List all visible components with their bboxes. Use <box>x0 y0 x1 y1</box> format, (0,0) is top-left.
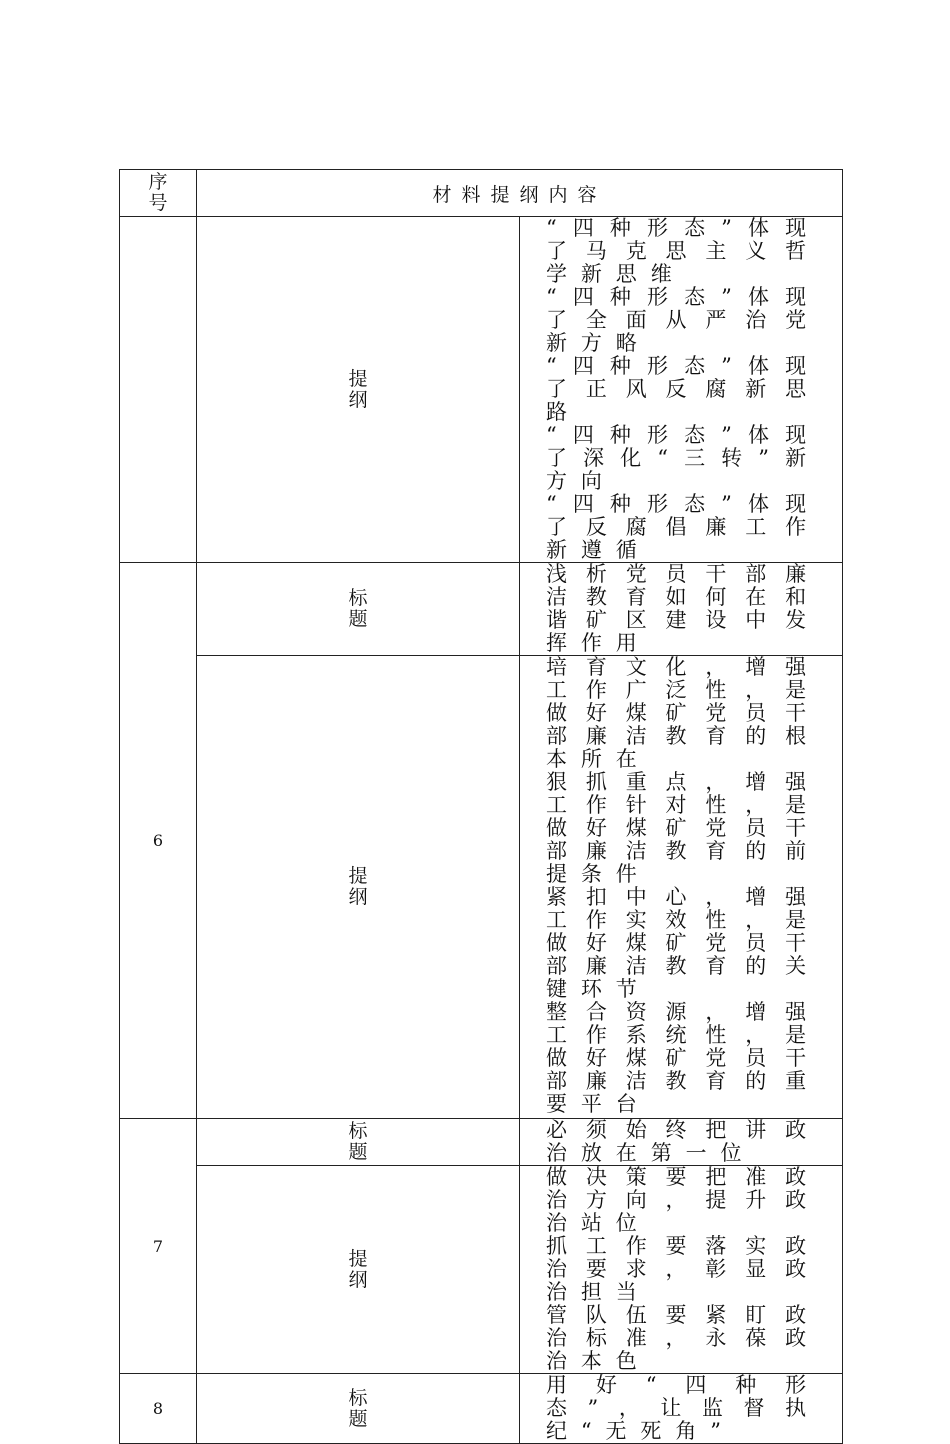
outline-item: 培育文化，增强工作广泛性，是做好煤矿党员干部廉洁教育的根本所在 <box>546 655 820 771</box>
table-row <box>120 1374 843 1444</box>
row-label-title: 标题 <box>197 563 520 656</box>
table-row <box>120 217 843 563</box>
outline-item: “四种形态”体现了马克思主义哲学新思维 <box>546 216 820 286</box>
row-number <box>120 217 197 563</box>
title-cell <box>520 563 843 656</box>
outline-item: 紧扣中心，增强工作实效性，是做好煤矿党员干部廉洁教育的关键环节 <box>546 885 820 1001</box>
outline-cell <box>520 1166 843 1374</box>
table-row <box>120 1166 843 1374</box>
outline-item: 管队伍要紧盯政治标准，永葆政治本色 <box>546 1303 820 1373</box>
outline-table <box>119 169 843 1444</box>
row-number: 8 <box>120 1374 197 1444</box>
header-row <box>120 170 843 217</box>
outline-item: 狠抓重点，增强工作针对性，是做好煤矿党员干部廉洁教育的前提条件 <box>546 770 820 886</box>
row-label-outline: 提纲 <box>197 217 520 563</box>
row-label-title: 标题 <box>197 1374 520 1444</box>
table-row <box>120 1119 843 1166</box>
row-label-outline: 提纲 <box>197 1166 520 1374</box>
row-label-title: 标题 <box>197 1119 520 1166</box>
outline-item: “四种形态”体现了正风反腐新思路 <box>546 354 820 424</box>
outline-cell <box>520 656 843 1119</box>
header-no: 序号 <box>120 170 197 217</box>
table-row <box>120 563 843 656</box>
row-number: 7 <box>120 1119 197 1374</box>
row-label-outline: 提纲 <box>197 656 520 1119</box>
outline-cell <box>520 217 843 563</box>
outline-item: 做决策要把准政治方向，提升政治站位 <box>546 1165 820 1235</box>
outline-item: “四种形态”体现了反腐倡廉工作新遵循 <box>546 492 820 562</box>
title-text: 必须始终把讲政治放在第一位 <box>546 1118 820 1165</box>
row-number: 6 <box>120 563 197 1119</box>
header-content: 材料提纲内容 <box>197 170 843 217</box>
table-row <box>120 656 843 1119</box>
title-text: 浅析党员干部廉洁教育如何在和谐矿区建设中发挥作用 <box>546 562 820 655</box>
title-cell <box>520 1119 843 1166</box>
outline-item: “四种形态”体现了全面从严治党新方略 <box>546 285 820 355</box>
outline-item: “四种形态”体现了深化“三转”新方向 <box>546 423 820 493</box>
outline-item: 整合资源，增强工作系统性，是做好煤矿党员干部廉洁教育的重要平台 <box>546 1000 820 1116</box>
title-text: 用好“四种形态”，让监督执纪“无死角” <box>546 1373 820 1443</box>
title-cell <box>520 1374 843 1444</box>
outline-item: 抓工作要落实政治要求，彰显政治担当 <box>546 1234 820 1304</box>
